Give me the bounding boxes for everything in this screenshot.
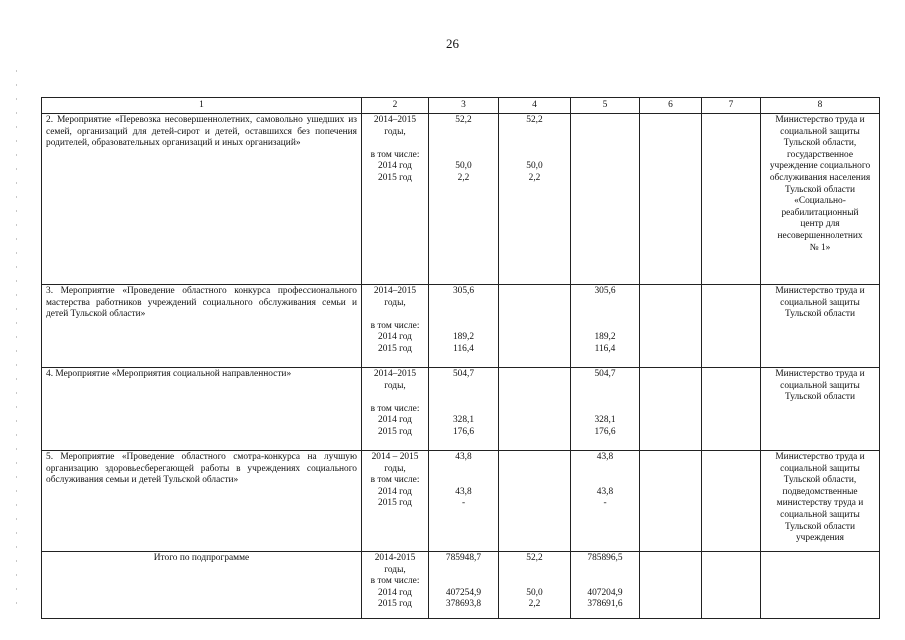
responsible-line: подведомственные [782, 486, 858, 497]
page-number: 26 [446, 36, 459, 51]
responsible-line: министерству труда и [776, 498, 864, 509]
responsible-line: Тульской области, [783, 475, 857, 486]
responsible-line: центр для [800, 219, 840, 230]
spacer [433, 138, 494, 150]
responsible-line: Министерство труда и [775, 115, 865, 125]
amount-value: 504,7 [452, 369, 475, 379]
amount-value: 176,6 [594, 426, 616, 437]
amount-value: 2,2 [528, 172, 541, 183]
spacer [575, 565, 635, 577]
amount-col4-cell [499, 285, 571, 368]
period-line: годы, [384, 380, 406, 391]
spacer [575, 392, 635, 404]
amount-value: - [603, 498, 607, 509]
amount-value: 407254,9 [445, 587, 482, 598]
header-row [42, 98, 880, 114]
amount-value: 378691,6 [587, 599, 623, 610]
amount-col7-cell [702, 552, 761, 619]
amount-value: 43,8 [455, 452, 472, 462]
responsible-line: Тульской области [784, 392, 856, 403]
amount-col4-cell [499, 552, 571, 619]
period-cell [362, 114, 429, 285]
total-amount-cell [429, 114, 499, 285]
amount-col6-cell [640, 451, 702, 552]
period-line: 2014–2015 [373, 286, 417, 296]
spacer [575, 309, 635, 321]
spacer [433, 576, 494, 588]
binding-margin-marks [16, 70, 17, 610]
period-line: в том числе: [370, 320, 420, 331]
spacer [503, 565, 566, 577]
responsible-line: социальной защиты [780, 380, 860, 391]
measure-description: 5. Мероприятие «Проведение областного смотра-конкурса на лучшую организацию здоровьесберегающей работы в учреждениях социального обслуживания семьи и детей Тульской области» [42, 451, 362, 552]
period-cell [362, 552, 429, 619]
spacer [433, 392, 494, 404]
responsible-line: учреждения [795, 533, 844, 544]
responsible-line: Тульской области [784, 309, 856, 320]
spacer [366, 392, 424, 404]
header-cell: 6 [640, 98, 702, 114]
responsible-line: «Социально- [794, 196, 846, 207]
amount-value: 43,8 [596, 452, 614, 462]
header-cell: 3 [429, 98, 499, 114]
amount-col4-cell [499, 451, 571, 552]
amount-col6-cell [640, 368, 702, 451]
spacer [575, 404, 635, 416]
header-cell: 7 [702, 98, 761, 114]
period-line: 2014–2015 [373, 115, 417, 125]
amount-value: 305,6 [594, 286, 616, 296]
spacer [433, 404, 494, 416]
amount-col6-cell [640, 114, 702, 285]
spacer [503, 150, 566, 162]
spacer [575, 381, 635, 393]
amount-value: 328,1 [452, 415, 475, 426]
period-line: 2014 – 2015 [371, 452, 419, 462]
amount-value: 2,2 [528, 599, 541, 610]
spacer [575, 475, 635, 487]
period-line: в том числе: [370, 403, 420, 414]
amount-col4-cell [499, 368, 571, 451]
period-line: 2015 год [378, 426, 412, 437]
subprogram-table [41, 97, 880, 619]
header-cell: 8 [761, 98, 880, 114]
spacer [575, 321, 635, 333]
amount-col7-cell [702, 451, 761, 552]
spacer [433, 309, 494, 321]
period-line: 2014 год [378, 332, 412, 343]
amount-col7-cell [702, 368, 761, 451]
period-line: 2014 год [378, 587, 412, 598]
amount-value: 504,7 [594, 369, 616, 379]
amount-value: 328,1 [594, 415, 616, 426]
amount-value: - [461, 498, 466, 509]
amount-value: 50,0 [455, 161, 472, 172]
responsible-line: Министерство труда и [775, 452, 865, 462]
total-amount-cell [429, 451, 499, 552]
amount-value: 785948,7 [445, 553, 482, 563]
amount-value: 43,8 [596, 486, 614, 497]
amount-value: 50,0 [526, 587, 543, 598]
period-line: годы, [384, 126, 406, 137]
header-cell: 1 [42, 98, 362, 114]
measure-description: 3. Мероприятие «Проведение областного конкурса профессионального мастерства работников учреждений социального обслуживания семьи и детей Тульской области» [42, 285, 362, 368]
period-line: 2015 год [378, 599, 412, 610]
amount-value: 189,2 [594, 332, 616, 343]
amount-value: 378693,8 [445, 599, 482, 610]
amount-value: 2,2 [457, 172, 470, 183]
amount-col5-cell [571, 368, 640, 451]
responsible-cell [761, 114, 880, 285]
amount-value: 52,2 [526, 553, 543, 563]
spacer [433, 464, 494, 476]
responsible-line: Тульской области [784, 521, 856, 532]
responsible-line: Министерство труда и [775, 286, 865, 296]
responsible-line: социальной защиты [780, 509, 860, 520]
responsible-cell [761, 451, 880, 552]
spacer [503, 576, 566, 588]
spacer [503, 138, 566, 150]
period-line: в том числе: [370, 475, 420, 486]
period-cell [362, 451, 429, 552]
responsible-line: реабилитационный [781, 207, 859, 218]
responsible-cell [761, 285, 880, 368]
amount-value: 116,4 [594, 343, 616, 354]
responsible-line: социальной защиты [780, 126, 860, 137]
period-line: 2014 год [378, 486, 412, 497]
spacer [433, 321, 494, 333]
period-cell [362, 368, 429, 451]
period-line: годы, [384, 297, 406, 308]
amount-col7-cell [702, 285, 761, 368]
table-row [42, 114, 880, 285]
responsible-cell [761, 368, 880, 451]
period-line: 2014-2015 [374, 553, 416, 563]
period-line: в том числе: [370, 576, 420, 587]
measure-description: 4. Мероприятие «Мероприятия социальной направленности» [42, 368, 362, 451]
header-cell: 5 [571, 98, 640, 114]
responsible-line: Министерство труда и [775, 369, 865, 379]
amount-value: 189,2 [452, 332, 475, 343]
header-cell: 4 [499, 98, 571, 114]
period-line: 2014 год [378, 161, 412, 172]
responsible-line: учреждение социального [769, 161, 871, 172]
amount-value: 407204,9 [587, 587, 623, 598]
responsible-line: государственное [786, 149, 854, 160]
period-line: годы, [384, 463, 406, 474]
period-line: 2014 год [378, 415, 412, 426]
spacer [433, 127, 494, 139]
amount-col5-cell [571, 285, 640, 368]
amount-value: 52,2 [455, 115, 472, 125]
spacer [433, 565, 494, 577]
responsible-line: Тульской области [784, 184, 856, 195]
amount-col4-cell [499, 114, 571, 285]
amount-col5-cell [571, 552, 640, 619]
spacer [433, 381, 494, 393]
amount-value: 116,4 [453, 343, 474, 354]
spacer [433, 150, 494, 162]
period-line: 2015 год [378, 498, 412, 509]
total-amount-cell [429, 552, 499, 619]
responsible-line: социальной защиты [780, 463, 860, 474]
table-row [42, 451, 880, 552]
period-line: 2015 год [378, 343, 412, 354]
amount-value: 50,0 [526, 161, 543, 172]
amount-value: 43,8 [455, 486, 472, 497]
spacer [366, 309, 424, 321]
period-cell [362, 285, 429, 368]
measure-description: 2. Мероприятие «Перевозка несовершеннолетних, самовольно ушедших из семей, организаций для детей-сирот и детей, оставшихся без попечения родителей, образовательных организаций и иных организаций» [42, 114, 362, 285]
spacer [503, 127, 566, 139]
responsible-line: № 1» [809, 242, 831, 253]
amount-value: 52,2 [526, 115, 543, 125]
spacer [433, 475, 494, 487]
amount-col6-cell [640, 552, 702, 619]
period-line: 2015 год [378, 172, 412, 183]
amount-value: 785896,5 [587, 553, 623, 563]
spacer [575, 576, 635, 588]
responsible-line: социальной защиты [780, 297, 860, 308]
total-amount-cell [429, 285, 499, 368]
period-line: 2014–2015 [373, 369, 417, 379]
spacer [366, 138, 424, 150]
period-line: годы, [384, 564, 406, 575]
spacer [575, 464, 635, 476]
table-row [42, 368, 880, 451]
table-row [42, 285, 880, 368]
amount-col6-cell [640, 285, 702, 368]
amount-col5-cell [571, 451, 640, 552]
total-row [42, 552, 880, 619]
amount-value: 305,6 [452, 286, 475, 296]
responsible-cell [761, 552, 880, 619]
amount-col7-cell [702, 114, 761, 285]
amount-value: 176,6 [452, 426, 475, 437]
header-cell: 2 [362, 98, 429, 114]
spacer [575, 298, 635, 310]
spacer [433, 298, 494, 310]
responsible-line: обслуживания населения [769, 172, 871, 183]
total-amount-cell [429, 368, 499, 451]
responsible-line: несовершеннолетних [777, 230, 863, 241]
amount-col5-cell [571, 114, 640, 285]
total-label: Итого по подпрограмме [42, 552, 362, 619]
responsible-line: Тульской области, [783, 138, 857, 149]
period-line: в том числе: [370, 149, 420, 160]
